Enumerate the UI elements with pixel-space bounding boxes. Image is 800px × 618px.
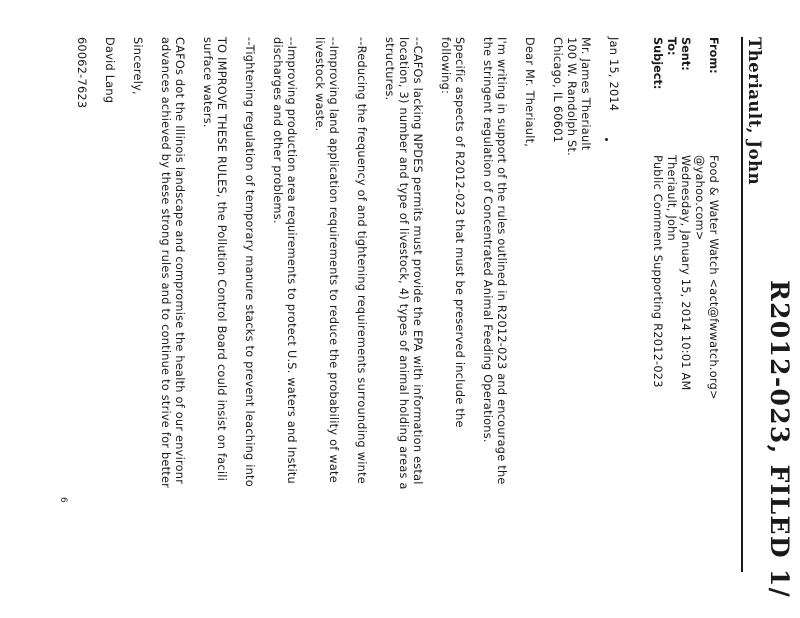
intro-line-1: I'm writing in support of the rules outlined in R2012-023 and encourage the	[495, 37, 508, 485]
item-2-line-1: --Reducing the frequency of and tightening requirements surrounding winte	[355, 37, 368, 484]
item-1-line-1: --CAFOs lacking NPDES permits must provide the EPA with information estal	[411, 37, 424, 485]
sender-name: Theriault, John	[745, 37, 764, 186]
item-1-line-3: structures.	[383, 37, 396, 101]
item-3-line-2: livestock waste.	[313, 37, 326, 132]
closing-line-1: CAFOs dot the Illinois landscape and compromise the health of our environr	[173, 37, 186, 485]
address-line-3: Chicago, IL 60601	[551, 37, 564, 143]
from-label: From:	[707, 37, 720, 74]
page-mark: 6	[58, 497, 68, 503]
filing-stamp: R2012-023, FILED 1/	[765, 280, 794, 599]
closing-line-2: advances achieved by these strong rules and to continue to strive for better	[159, 37, 172, 489]
to-label: To:	[665, 37, 678, 56]
to-value: Theriault, John	[665, 155, 678, 241]
letter-date: Jan 15, 2014	[607, 37, 620, 112]
signoff: Sincerely,	[131, 37, 144, 95]
salutation: Dear Mr. Theriault,	[523, 37, 536, 148]
specific-line-1: Specific aspects of R2012-023 that must be preserved include the	[453, 37, 466, 428]
signer-zip: 60062-7623	[75, 37, 88, 109]
item-4-line-2: discharges and other problems.	[271, 37, 284, 224]
from-value: Food & Water Watch <act@fwwatch.org>	[707, 155, 720, 400]
improve-line-1: TO IMPROVE THESE RULES, the Pollution Control Board could insist on facili	[215, 37, 228, 482]
subject-value: Public Comment Supporting R2012-023	[651, 155, 664, 388]
subject-label: Subject:	[651, 37, 664, 90]
item-4-line-1: --Improving production area requirements to protect U.S. waters and Institu	[285, 37, 298, 484]
specific-line-2: following:	[439, 37, 452, 95]
address-line-2: 100 W. Randolph St.	[565, 37, 578, 156]
improve-line-2: surface waters.	[201, 37, 214, 128]
signer-name: David Lang	[103, 37, 116, 104]
item-1-line-2: location, 3) number and type of livestock, 4) types of animal holding areas a	[397, 37, 410, 490]
item-3-line-1: --Improving land application requirements to reduce the probability of wate	[327, 37, 340, 483]
address-line-1: Mr. James Theriault	[579, 37, 592, 151]
sent-label: Sent:	[679, 37, 692, 71]
sent-value: Wednesday, January 15, 2014 10:01 AM	[679, 155, 692, 391]
header-rule	[741, 37, 743, 572]
item-5-line-1: --Tightening regulation of temporary manure stacks to prevent leaching into	[243, 37, 256, 487]
from-value-cont: @yahoo.com>	[693, 155, 706, 241]
intro-line-2: the stringent regulation of Concentrated Animal Feeding Operations.	[481, 37, 494, 443]
scan-speck	[605, 138, 608, 141]
